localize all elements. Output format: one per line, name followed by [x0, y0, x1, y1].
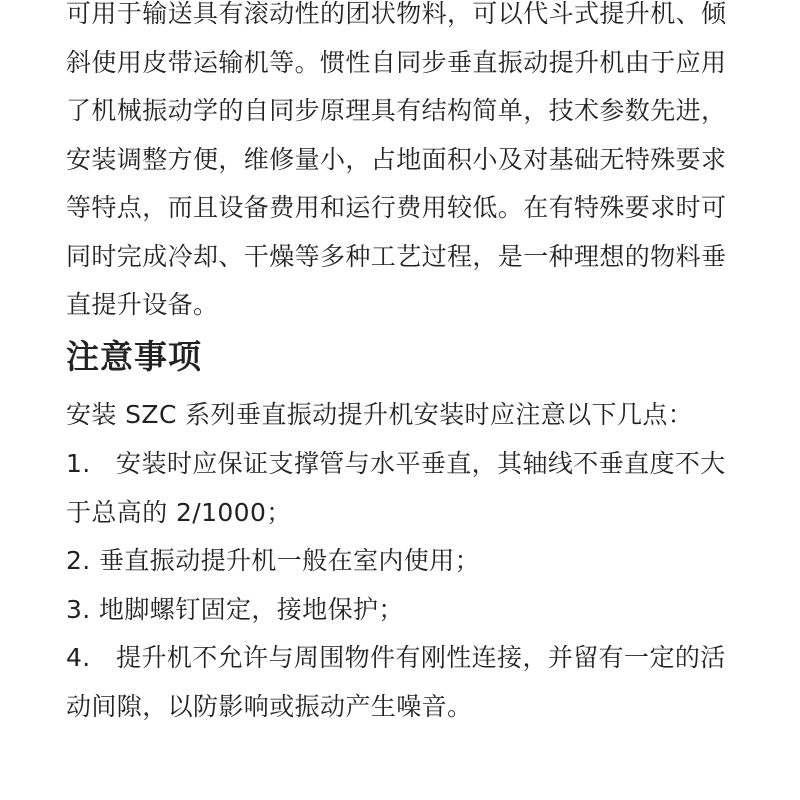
notes-lead-text: 安装 SZC 系列垂直振动提升机安装时应注意以下几点： [66, 400, 694, 429]
intro-paragraph: 可用于输送具有滚动性的团状物料，可以代斗式提升机、倾斜使用皮带运输机等。惯性自同步垂直振动提升机由于应用了机械振动学的自同步原理具有结构简单，技术参数先进，安装调整方便，维修量小，占地面积小及对基础无特殊要求等特点，而且设备费用和运行费用较低。在有特殊要求时可同时完成冷却、干燥等多种工艺过程，是一种理想的物料垂直提升设备。 [66, 0, 727, 319]
notes-list [66, 440, 736, 731]
list-item: 3. 地脚螺钉固定，接地保护； [66, 594, 404, 624]
list-item: 4. 提升机不允许与周围物件有刚性连接，并留有一定的活动间隙，以防影响或振动产生噪音。 [66, 643, 726, 721]
section-heading: 注意事项 [66, 337, 202, 376]
list-item: 2. 垂直振动提升机一般在室内使用； [66, 546, 481, 575]
list-item: 1. 安装时应保证支撑管与水平垂直，其轴线不垂直度不大于总高的 2/1000； [66, 449, 726, 527]
